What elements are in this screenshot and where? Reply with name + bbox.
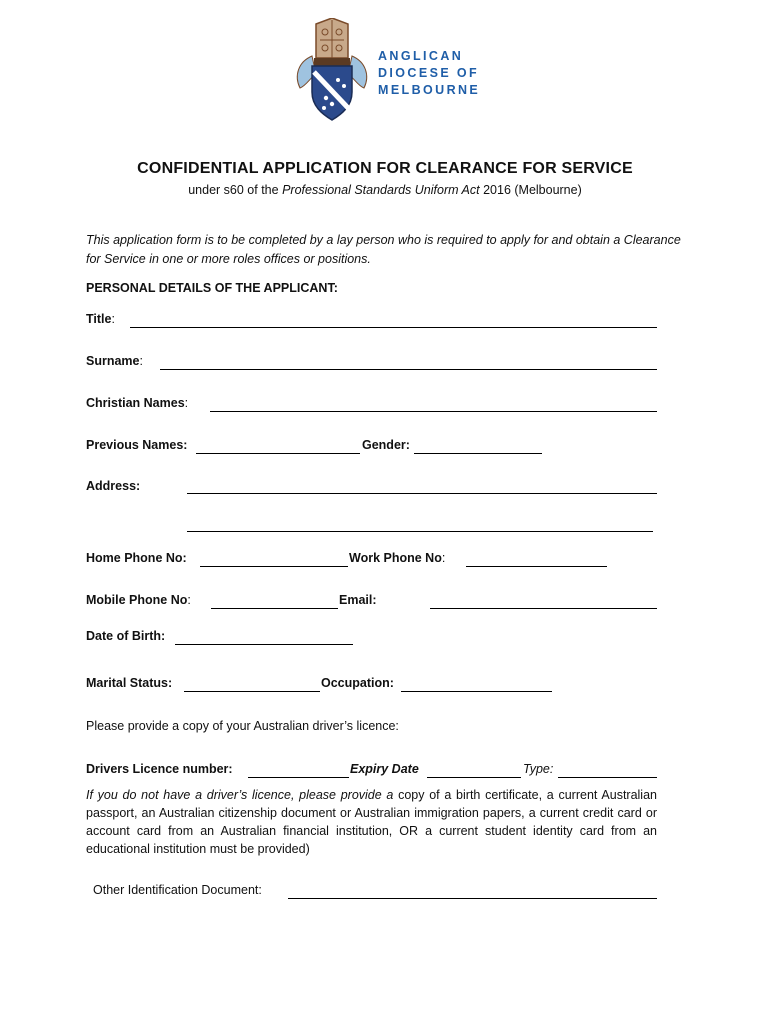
address-label: Address: xyxy=(86,479,141,493)
expiry-date-label: Expiry Date xyxy=(350,762,419,776)
dob-label: Date of Birth: xyxy=(86,629,166,643)
diocese-name xyxy=(378,48,480,99)
type-input-line[interactable] xyxy=(558,777,657,778)
email-label: Email: xyxy=(339,593,377,607)
marital-status-input-line[interactable] xyxy=(184,691,320,692)
licence-prompt: Please provide a copy of your Australian driver’s licence: xyxy=(86,719,399,733)
christian-names-label: Christian Names xyxy=(86,396,185,410)
previous-names-label: Previous Names: xyxy=(86,438,188,452)
previous-names-input-line[interactable] xyxy=(196,453,360,454)
home-phone-input-line[interactable] xyxy=(200,566,348,567)
mobile-phone-input-line[interactable] xyxy=(211,608,338,609)
title-input-line[interactable] xyxy=(130,327,657,328)
org-line-3: MELBOURNE xyxy=(378,83,481,97)
email-input-line[interactable] xyxy=(430,608,657,609)
subtitle-pre: under s60 of the xyxy=(188,183,283,197)
diocese-crest-logo xyxy=(290,18,374,122)
address-input-line-2[interactable] xyxy=(187,531,653,532)
document-title: CONFIDENTIAL APPLICATION FOR CLEARANCE FOR SERVICE xyxy=(137,160,633,177)
work-phone-label: Work Phone No xyxy=(349,551,442,565)
mobile-phone-row: Mobile Phone No: xyxy=(86,593,191,607)
address-input-line-1[interactable] xyxy=(187,493,657,494)
gender-label: Gender: xyxy=(362,438,410,452)
section-heading: PERSONAL DETAILS OF THE APPLICANT: xyxy=(86,281,338,295)
other-id-label: Other Identification Document: xyxy=(93,883,262,897)
surname-row: Surname: xyxy=(86,354,143,368)
note-rest: copy of a birth certificate, a current Australian passport, an Australian citizenship document or Australian immigration papers, a current credit card or account card from an Australian financial institution, OR a current student identity card from an educational institution must be provided) xyxy=(86,788,657,856)
mobile-phone-label: Mobile Phone No xyxy=(86,593,188,607)
licence-number-input-line[interactable] xyxy=(248,777,349,778)
type-label: Type: xyxy=(523,762,554,776)
intro-text: This application form is to be completed by a lay person who is required to apply for and obtain a Clearance for Service in one or more roles offices or positions. xyxy=(86,233,681,266)
marital-status-label: Marital Status: xyxy=(86,676,173,690)
home-phone-label: Home Phone No: xyxy=(86,551,187,565)
document-subtitle xyxy=(0,183,770,197)
org-line-2: DIOCESE OF xyxy=(378,66,480,80)
licence-number-label: Drivers Licence number: xyxy=(86,762,233,776)
subtitle-post: 2016 (Melbourne) xyxy=(479,183,582,197)
work-phone-row: Work Phone No: xyxy=(349,551,446,565)
identification-note xyxy=(86,786,657,858)
christian-names-input-line[interactable] xyxy=(210,411,657,412)
work-phone-input-line[interactable] xyxy=(466,566,607,567)
christian-names-row: Christian Names: xyxy=(86,396,189,410)
subtitle-act-name: Professional Standards Uniform Act xyxy=(282,183,480,197)
note-italic-part: If you do not have a driver’s licence, please provide a xyxy=(86,788,394,802)
title-label: Title xyxy=(86,312,112,326)
expiry-date-input-line[interactable] xyxy=(427,777,521,778)
surname-label: Surname xyxy=(86,354,140,368)
org-line-1: ANGLICAN xyxy=(378,49,464,63)
title-row: Title: xyxy=(86,312,115,326)
other-id-input-line[interactable] xyxy=(288,898,657,899)
gender-input-line[interactable] xyxy=(414,453,542,454)
occupation-label: Occupation: xyxy=(321,676,394,690)
dob-input-line[interactable] xyxy=(175,644,353,645)
occupation-input-line[interactable] xyxy=(401,691,552,692)
surname-input-line[interactable] xyxy=(160,369,657,370)
